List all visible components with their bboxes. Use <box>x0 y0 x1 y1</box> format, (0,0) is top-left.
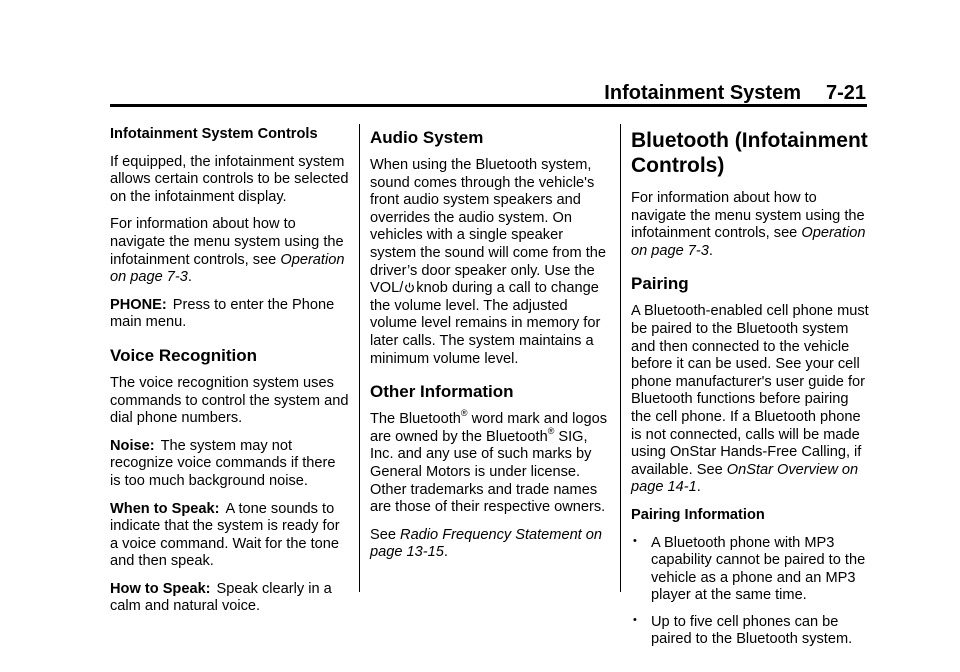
header-rule <box>110 104 867 107</box>
paragraph <box>370 408 610 517</box>
audio-system-heading: Audio System <box>370 128 484 147</box>
bullet-icon: • <box>633 534 637 547</box>
period: . <box>187 269 192 286</box>
text: The system may not recognize voice commands if there is too much background noise. <box>110 437 336 489</box>
text: When using the Bluetooth system, sound comes through the vehicle's front audio system speakers and overrides the audio system. On vehicles with a single speaker system the sound will come from the driver’s door speaker only. Use the VOL/ <box>370 157 607 297</box>
paragraph: If equipped, the infotainment system allows certain controls to be selected on the infotainment display. <box>110 153 349 205</box>
cross-reference[interactable]: OnStar Overview on page 14-1 <box>631 461 859 496</box>
bullet-list <box>631 535 871 650</box>
column-divider <box>620 124 621 592</box>
registered-mark: ® <box>460 408 468 419</box>
runin-label: PHONE: <box>110 296 167 313</box>
page-header <box>110 82 866 106</box>
runin-label: Noise: <box>110 437 155 454</box>
column-divider <box>359 124 360 592</box>
paragraph <box>110 216 350 286</box>
text: Press to enter the Phone main menu. <box>110 296 335 331</box>
cross-reference[interactable]: Operation on page 7-3 <box>631 225 866 259</box>
text: The Bluetooth <box>370 411 461 428</box>
list-item-text: Up to five cell phones can be paired to the Bluetooth system. <box>651 613 853 648</box>
text: SIG, Inc. and any use of such marks by General Motors is under license. Other trademarks and trade names are those of their respective owners. <box>370 428 606 516</box>
text: For information about how to navigate the menu system using the infotainment controls, see <box>631 190 865 242</box>
power-icon <box>404 282 415 293</box>
paragraph <box>370 157 610 368</box>
text: Speak clearly in a calm and natural voice. <box>110 580 332 615</box>
text: knob during a call to change the volume level. The adjusted volume level remains in memory for later calls. The system maintains a minimum volume level. <box>370 280 601 367</box>
bluetooth-heading: Bluetooth (Infotainment Controls) <box>631 129 868 177</box>
column-3 <box>631 126 871 658</box>
other-information-heading: Other Information <box>370 382 514 402</box>
runin-label: How to Speak: <box>110 580 211 597</box>
text: A Bluetooth-enabled cell phone must be paired to the Bluetooth system and then connected to the vehicle before it can be used. See your cell phone manufacturer's user guide for Bluetooth functions before pairing the cell phone. If a Bluetooth phone is not connected, calls will be made using OnStar Hands-Free Calling, if available. See <box>631 303 869 478</box>
text: See <box>370 526 396 543</box>
paragraph <box>110 438 350 491</box>
section-title: Infotainment System <box>604 82 801 104</box>
text: For information about how to navigate the menu system using the infotainment controls, see <box>110 216 344 268</box>
pairing-heading: Pairing <box>631 274 689 294</box>
cross-reference[interactable]: Radio Frequency Statement on page 13-15 <box>370 526 603 561</box>
cross-reference[interactable]: Operation on page 7-3 <box>110 251 345 286</box>
period: . <box>708 242 713 259</box>
paragraph <box>370 527 610 562</box>
column-1 <box>110 126 350 626</box>
period: . <box>696 479 701 496</box>
paragraph <box>110 581 350 616</box>
list-item <box>631 614 871 649</box>
runin-label: When to Speak: <box>110 500 220 517</box>
paragraph <box>110 501 350 571</box>
paragraph <box>110 297 350 332</box>
pairing-information-subheading: Pairing Information <box>631 506 765 523</box>
voice-recognition-heading: Voice Recognition <box>110 345 258 365</box>
registered-mark: ® <box>547 425 555 436</box>
bullet-icon: • <box>633 613 637 626</box>
list-item <box>631 535 871 605</box>
paragraph: The voice recognition system uses commands to control the system and dial phone numbers. <box>110 374 349 427</box>
column-2 <box>370 126 610 572</box>
period: . <box>443 544 448 561</box>
page-number: 7-21 <box>825 82 866 104</box>
paragraph <box>631 190 871 260</box>
list-item-text: A Bluetooth phone with MP3 capability cannot be paired to the vehicle as a phone and an MP3 player at the same time. <box>651 534 866 604</box>
text: A tone sounds to indicate that the system is ready for a voice command. Wait for the tone and then speak. <box>110 500 340 570</box>
paragraph <box>631 303 871 497</box>
text: word mark and logos are owned by the Bluetooth <box>370 411 608 445</box>
controls-subheading: Infotainment System Controls <box>110 126 318 142</box>
